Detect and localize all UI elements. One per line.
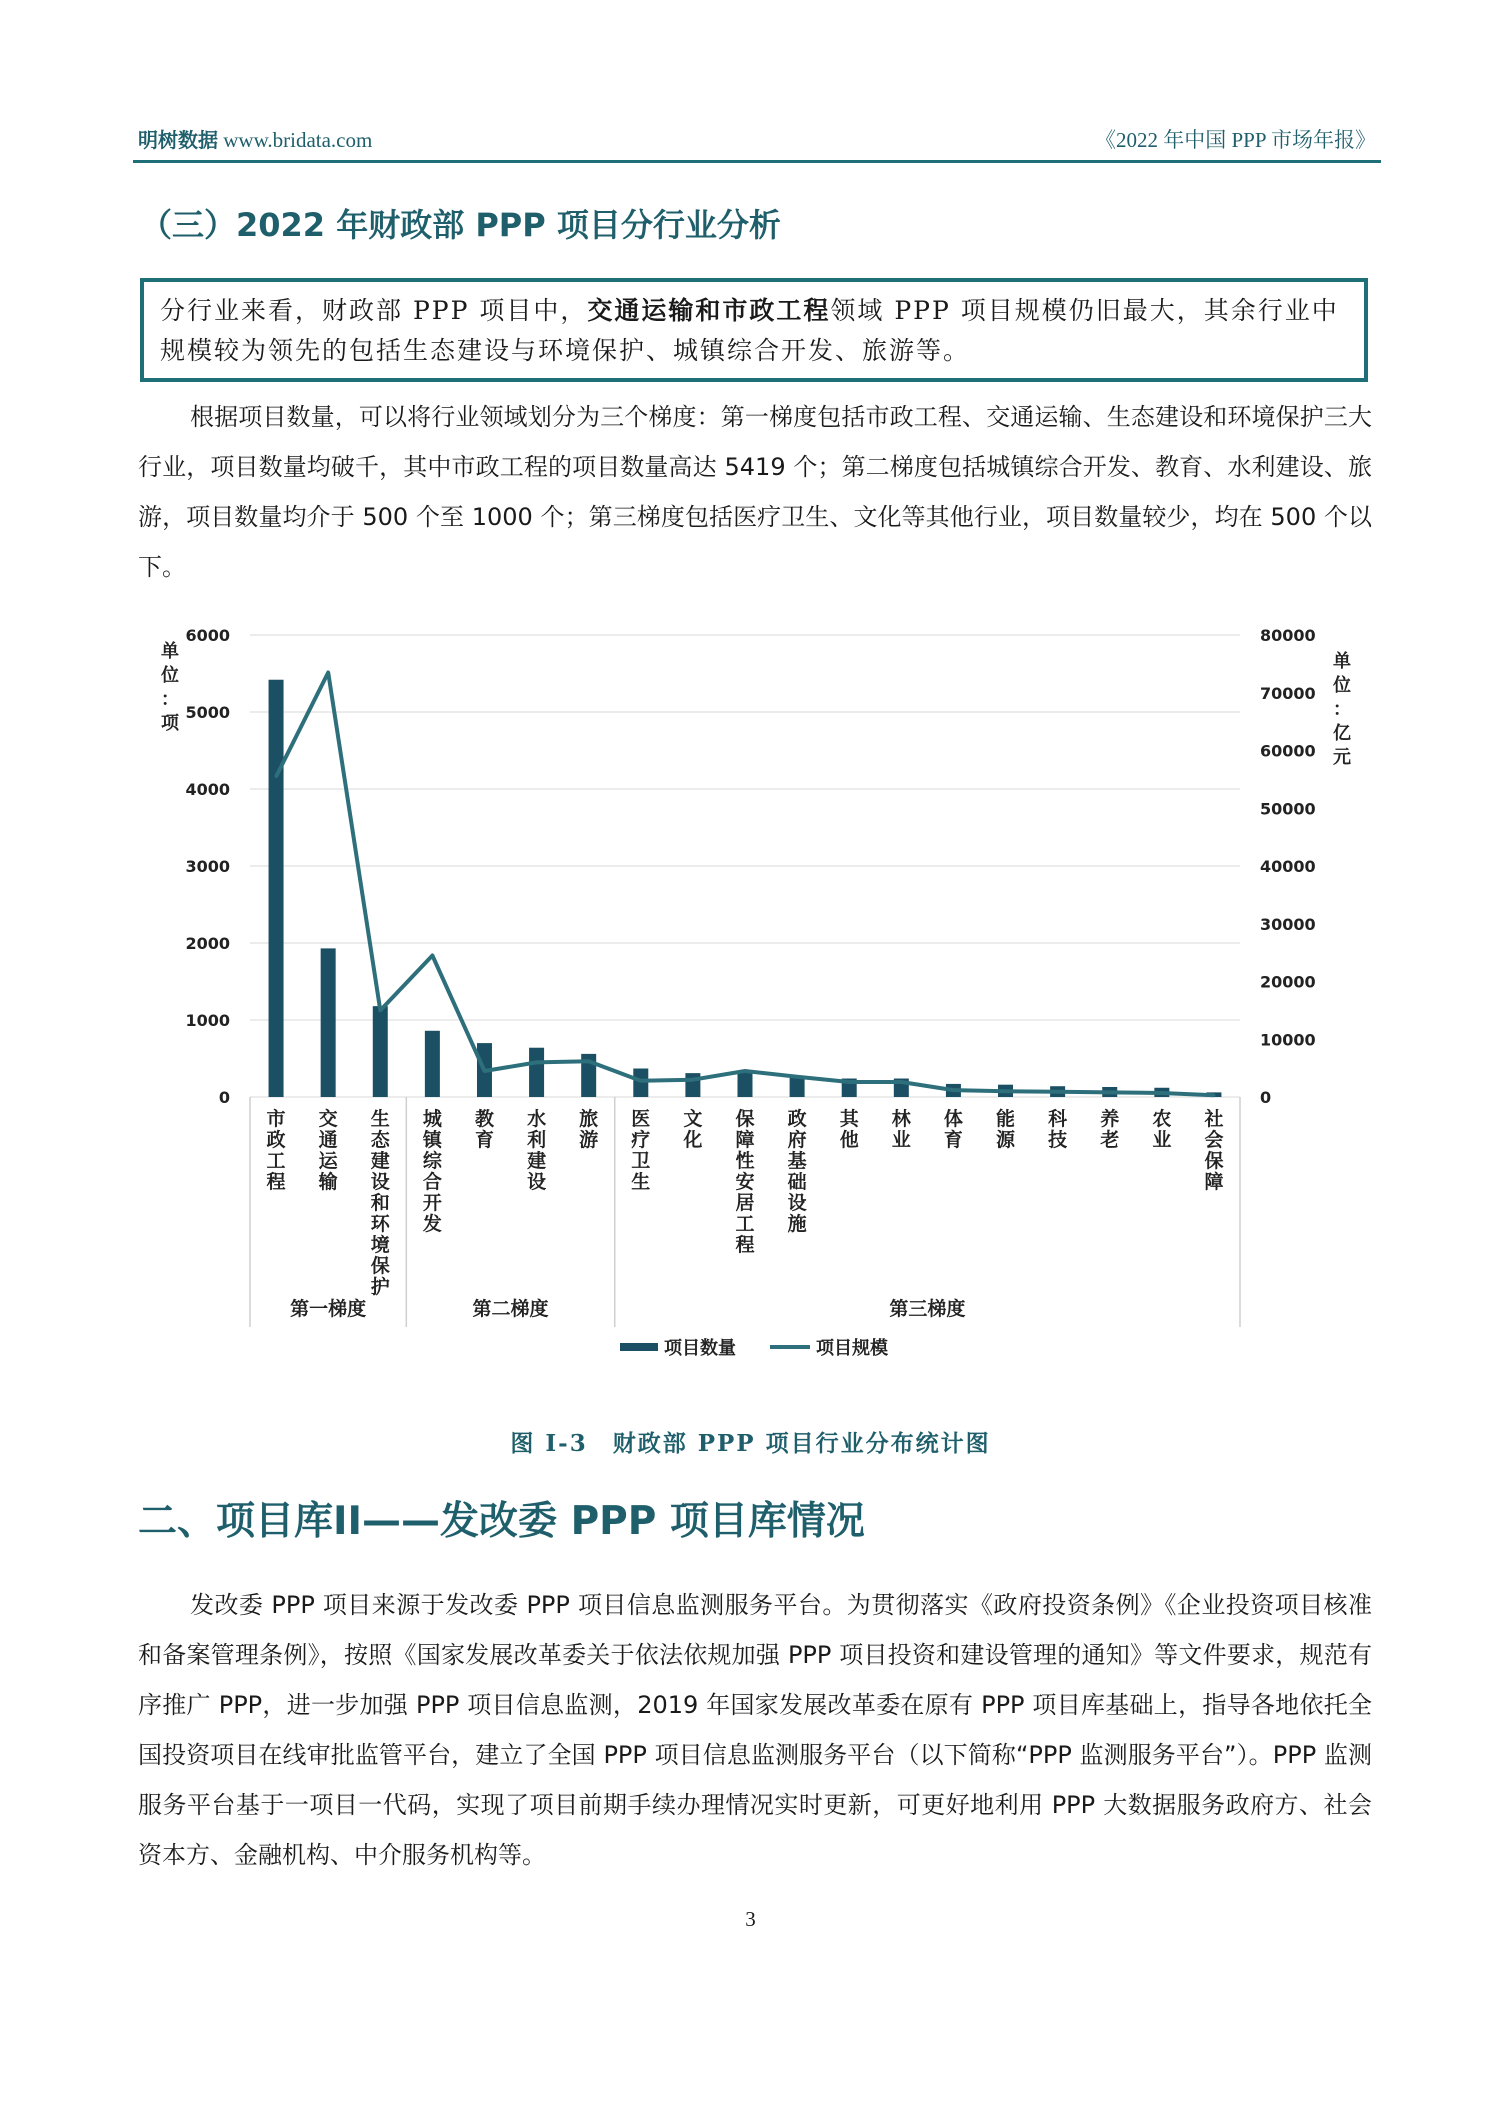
category-char: 境 <box>370 1234 390 1256</box>
section-title: （三）2022 年财政部 PPP 项目分行业分析 <box>140 206 781 244</box>
category-char: 护 <box>370 1276 390 1298</box>
scale-point-其他 <box>848 1080 851 1083</box>
category-char: 安 <box>735 1171 755 1193</box>
category-char: 业 <box>1152 1129 1172 1151</box>
left-tick-label: 0 <box>218 1088 230 1107</box>
scale-point-文化 <box>691 1078 694 1081</box>
category-char: 环 <box>370 1213 390 1235</box>
category-char: 府 <box>787 1129 807 1151</box>
category-char: 技 <box>1048 1129 1068 1151</box>
right-tick-label: 0 <box>1260 1088 1272 1107</box>
category-char: 保 <box>1204 1150 1224 1172</box>
legend-bar-label: 项目数量 <box>664 1338 736 1359</box>
scale-point-社会保障 <box>1212 1094 1215 1097</box>
category-label <box>1048 1107 1068 1151</box>
category-char: 交 <box>318 1108 338 1130</box>
legend-bar-swatch <box>620 1343 658 1351</box>
category-label <box>682 1107 702 1151</box>
category-char: 源 <box>996 1129 1016 1151</box>
category-label <box>1152 1107 1171 1151</box>
tier-label: 第三梯度 <box>889 1298 966 1320</box>
category-char: 疗 <box>631 1129 651 1151</box>
category-char: 育 <box>943 1129 963 1151</box>
scale-point-生态建设和环境保护 <box>379 1009 382 1012</box>
category-char: 旅 <box>579 1108 599 1130</box>
category-label <box>267 1107 286 1193</box>
right-axis-label <box>1332 650 1351 768</box>
header-brand <box>138 124 372 153</box>
category-char: 通 <box>318 1129 338 1151</box>
scale-point-保障性安居工程 <box>744 1070 747 1073</box>
brand-name: 明树数据 <box>138 128 218 152</box>
category-char: 设 <box>370 1171 390 1193</box>
category-char: 市 <box>266 1108 286 1130</box>
category-char: 业 <box>891 1129 911 1151</box>
scale-point-农业 <box>1160 1091 1163 1094</box>
tier-label: 第二梯度 <box>472 1298 549 1320</box>
right-tick-label: 80000 <box>1260 626 1316 645</box>
category-char: 综 <box>422 1150 442 1172</box>
category-label <box>371 1107 391 1298</box>
category-char: 性 <box>735 1150 755 1172</box>
bar-保障性安居工程 <box>738 1072 753 1097</box>
category-char: 合 <box>422 1171 442 1193</box>
category-label <box>735 1107 754 1256</box>
category-char: 基 <box>787 1150 807 1172</box>
category-char: 程 <box>266 1171 286 1193</box>
paragraph-1: 根据项目数量，可以将行业领域划分为三个梯度：第一梯度包括市政工程、交通运输、生态建设和环境保护三大行业，项目数量均破千，其中市政工程的项目数量高达 5419 个；第二梯度包括城镇综合开发、教育、水利建设、旅游，项目数量均介于 500 个至 1000 个；第三梯度包括医疗卫生、文化等其他行业，项目数量较少，均在 500 个以下。 <box>138 403 1372 581</box>
category-char: 态 <box>370 1129 390 1151</box>
category-char: 政 <box>266 1129 286 1151</box>
category-char: 保 <box>370 1255 390 1277</box>
axis-label-char: 单 <box>1333 651 1351 672</box>
right-tick-label: 70000 <box>1260 683 1316 703</box>
category-char: 生 <box>631 1171 651 1193</box>
category-char: 他 <box>839 1129 859 1151</box>
right-tick-label: 50000 <box>1260 799 1316 819</box>
right-tick-label: 10000 <box>1260 1030 1316 1050</box>
category-label <box>1203 1107 1223 1193</box>
category-char: 政 <box>787 1108 807 1130</box>
category-char: 和 <box>370 1192 390 1214</box>
category-char: 开 <box>422 1192 442 1214</box>
category-char: 医 <box>631 1108 651 1130</box>
category-char: 社 <box>1204 1108 1224 1130</box>
category-char: 建 <box>370 1150 390 1172</box>
category-label <box>788 1107 807 1235</box>
category-char: 利 <box>527 1129 547 1151</box>
category-char: 水 <box>527 1108 547 1130</box>
category-char: 设 <box>527 1171 547 1193</box>
right-tick-label: 60000 <box>1260 741 1316 761</box>
category-label <box>840 1108 860 1151</box>
chart-bars <box>269 680 1222 1097</box>
scale-point-体育 <box>952 1089 955 1092</box>
legend-line-label: 项目规模 <box>816 1338 888 1359</box>
category-char: 输 <box>318 1171 338 1193</box>
category-char: 程 <box>735 1234 755 1256</box>
right-tick-label: 30000 <box>1260 914 1316 934</box>
category-char: 障 <box>735 1129 755 1151</box>
axis-label-char: 元 <box>1333 747 1351 768</box>
scale-point-市政工程 <box>275 775 278 778</box>
category-char: 生 <box>370 1108 390 1130</box>
summary-bold: 交通运输和市政工程 <box>587 296 831 325</box>
scale-point-能源 <box>1004 1090 1007 1093</box>
scale-line <box>276 673 1214 1096</box>
category-label <box>579 1107 598 1151</box>
category-char: 养 <box>1100 1108 1120 1130</box>
chart-line <box>275 671 1216 1097</box>
summary-text-1: 分行业来看，财政部 PPP 项目中， <box>160 296 588 325</box>
axis-label-char: ： <box>161 689 179 710</box>
category-label <box>892 1107 912 1151</box>
category-char: 科 <box>1048 1108 1068 1130</box>
category-char: 发 <box>422 1213 442 1235</box>
category-char: 设 <box>787 1192 807 1214</box>
summary-box <box>140 278 1368 382</box>
axis-label-char: 位 <box>1333 675 1351 696</box>
chart-legend <box>620 1337 889 1359</box>
header-divider <box>133 160 1381 163</box>
axis-label-char: 亿 <box>1333 723 1351 744</box>
category-label <box>1100 1107 1119 1151</box>
category-char: 老 <box>1100 1129 1120 1151</box>
paragraph-2: 发改委 PPP 项目来源于发改委 PPP 项目信息监测服务平台。为贯彻落实《政府投资条例》《企业投资项目核准和备案管理条例》，按照《国家发展改革委关于依法依规加强 PPP 项目投资和建设管理的通知》等文件要求，规范有序推广 PPP，进一步加强 PPP 项目信息监测，2019 年国家发展改革委在原有 PPP 项目库基础上，指导各地依托全国投资项目在线审批监管平台，建立了全国 PPP 项目信息监测服务平台（以下简称“PPP 监测服务平台”）。PPP 监测服务平台基于一项目一代码，实现了项目前期手续办理情况实时更新，可更好地利用 PPP 大数据服务政府方、社会资本方、金融机构、中介服务机构等。 <box>138 1591 1372 1869</box>
left-tick-label: 5000 <box>185 703 230 722</box>
scale-point-交通运输 <box>327 671 330 674</box>
right-tick-label: 20000 <box>1260 972 1316 992</box>
bar-城镇综合开发 <box>425 1031 440 1097</box>
category-char: 农 <box>1152 1108 1172 1130</box>
scale-point-科技 <box>1056 1090 1059 1093</box>
left-axis-label <box>160 640 180 734</box>
scale-point-旅游 <box>587 1060 590 1063</box>
left-tick-label: 1000 <box>185 1011 230 1030</box>
category-char: 化 <box>683 1129 703 1151</box>
bar-生态建设和环境保护 <box>373 1006 388 1097</box>
report-title: 《2022 年中国 PPP 市场年报》 <box>1094 128 1376 152</box>
category-char: 居 <box>735 1192 755 1214</box>
category-char: 文 <box>683 1108 703 1130</box>
category-char: 教 <box>474 1108 494 1130</box>
industry-chart <box>140 615 1370 1375</box>
category-char: 础 <box>787 1171 807 1193</box>
scale-point-林业 <box>900 1080 903 1083</box>
category-char: 建 <box>527 1150 547 1172</box>
figure-caption: 图 I-3 财政部 PPP 项目行业分布统计图 <box>510 1430 991 1457</box>
category-label <box>944 1107 963 1151</box>
category-label <box>996 1107 1016 1151</box>
category-char: 育 <box>474 1129 494 1151</box>
scale-point-水利建设 <box>535 1061 538 1064</box>
category-char: 施 <box>787 1213 807 1235</box>
left-tick-label: 3000 <box>185 857 230 876</box>
scale-point-医疗卫生 <box>639 1079 642 1082</box>
category-char: 能 <box>996 1108 1016 1130</box>
scale-point-养老 <box>1108 1091 1111 1094</box>
right-tick-label: 40000 <box>1260 857 1316 876</box>
category-char: 运 <box>318 1150 338 1172</box>
category-char: 工 <box>735 1213 755 1235</box>
bar-水利建设 <box>529 1048 544 1097</box>
category-char: 障 <box>1204 1171 1224 1193</box>
left-tick-label: 6000 <box>185 626 230 645</box>
category-char: 会 <box>1204 1129 1224 1151</box>
category-char: 游 <box>579 1129 599 1151</box>
category-char: 卫 <box>631 1150 651 1172</box>
category-label <box>527 1107 546 1193</box>
category-label <box>475 1107 495 1151</box>
left-tick-label: 2000 <box>185 934 230 953</box>
axis-label-char: 位 <box>161 665 179 686</box>
category-char: 其 <box>839 1108 859 1130</box>
axis-label-char: 单 <box>161 641 179 662</box>
bar-文化 <box>685 1073 700 1097</box>
category-char: 体 <box>943 1108 963 1130</box>
category-label <box>318 1107 339 1193</box>
summary-text-2: 领域 PPP 项目规模仍旧最大，其余行业中规模较为领先的包括生态建设与环境保护、城镇综合开发、旅游等。 <box>160 296 1339 365</box>
scale-point-教育 <box>483 1070 486 1073</box>
category-char: 城 <box>422 1108 442 1130</box>
bar-市政工程 <box>269 680 284 1097</box>
page-number: 3 <box>745 1907 756 1931</box>
left-tick-label: 4000 <box>185 780 230 799</box>
brand-site[interactable]: www.bridata.com <box>223 128 373 152</box>
axis-label-char: 项 <box>161 713 179 734</box>
chart-categories <box>267 1107 1224 1298</box>
bar-交通运输 <box>321 948 336 1097</box>
section2-title: 二、项目库II——发改委 PPP 项目库情况 <box>138 1499 865 1544</box>
category-char: 林 <box>891 1108 911 1130</box>
bar-政府基础设施 <box>790 1077 805 1097</box>
category-char: 工 <box>266 1150 286 1172</box>
category-char: 保 <box>735 1108 755 1130</box>
chart-grid <box>250 635 1240 1097</box>
category-char: 镇 <box>422 1129 442 1151</box>
category-label <box>423 1108 444 1235</box>
axis-label-char: ： <box>1333 699 1351 720</box>
scale-point-政府基础设施 <box>796 1075 799 1078</box>
scale-point-城镇综合开发 <box>431 954 434 957</box>
category-label <box>631 1108 650 1193</box>
tier-label: 第一梯度 <box>290 1298 367 1320</box>
